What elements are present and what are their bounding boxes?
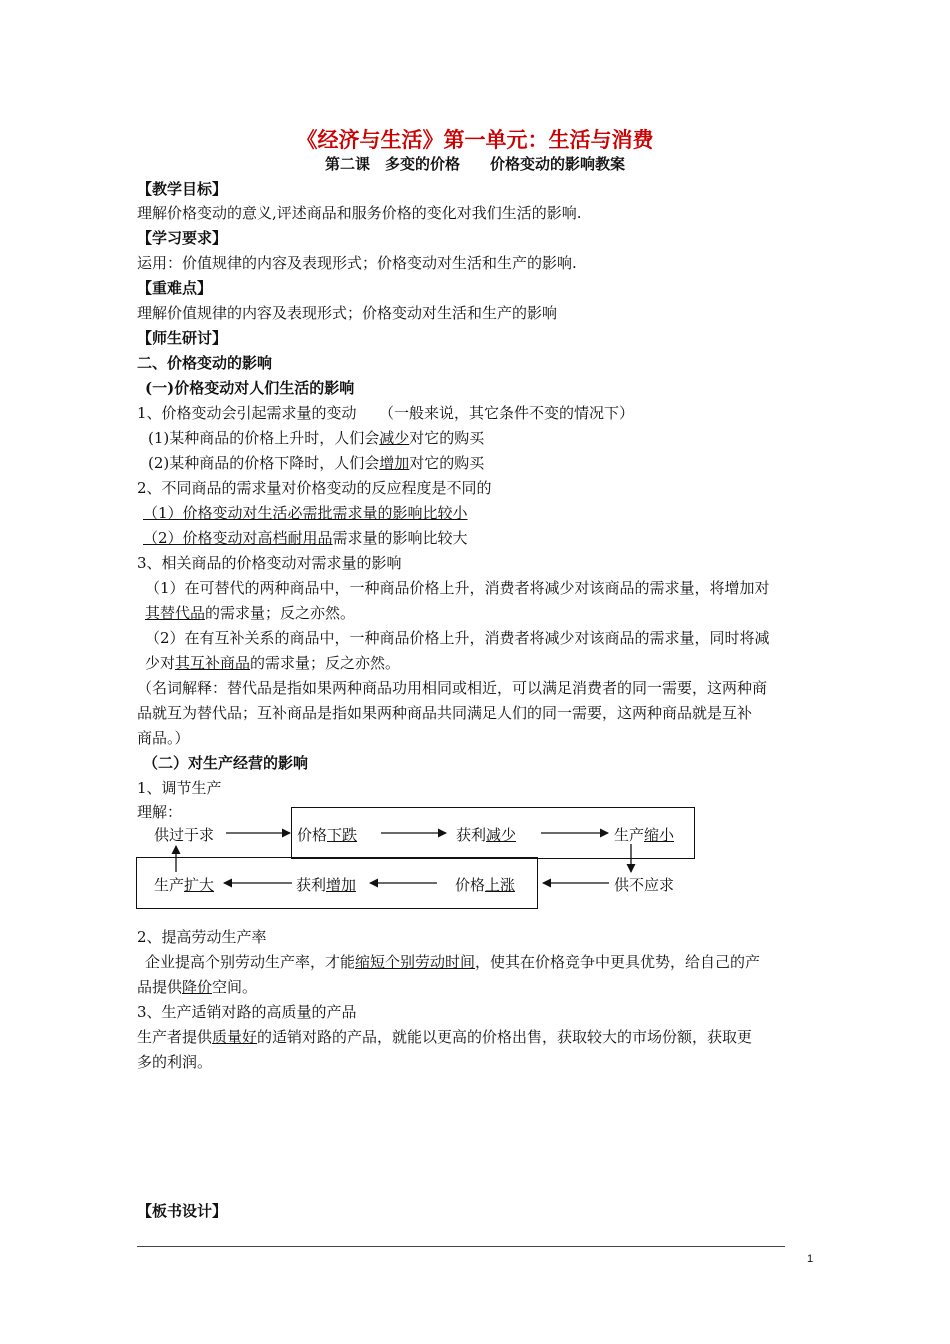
- paragraph-2a: （1）价格变动对生活必需批需求量的影响比较小: [143, 504, 468, 522]
- node-production-expand-label: 生产: [154, 876, 185, 894]
- q3-line1-pre: 生产者提供: [137, 1028, 213, 1046]
- page-number: 1: [807, 1253, 814, 1265]
- paragraph-2b-underline: （2）价格变动对高档耐用品: [143, 529, 333, 547]
- node-profit-down: [456, 824, 516, 845]
- node-price-rise-underline: 上涨: [485, 876, 516, 894]
- paragraph-3b-pre: 少对: [145, 654, 176, 672]
- node-profit-up: [296, 874, 356, 895]
- q2-line1-post: ，使其在价格竞争中更具优势，给自己的产: [475, 953, 761, 971]
- q2-line2-underline: 降价: [182, 978, 213, 996]
- note-line1: （名词解释：替代品是指如果两种商品功用相同或相近，可以满足消费者的同一需要，这两种商: [137, 679, 768, 697]
- paragraph-3b-post: 的需求量；反之亦然。: [250, 654, 401, 672]
- node-profit-down-underline: 减少: [486, 826, 517, 844]
- document-title: 《经济与生活》第一单元：生活与消费: [296, 127, 654, 152]
- node-production-expand: [154, 874, 214, 895]
- node-supply-over-demand: 供过于求: [154, 826, 215, 844]
- paragraph-3a-post: 的需求量；反之亦然。: [205, 604, 356, 622]
- sub1-heading: (一)价格变动对人们生活的影响: [145, 379, 355, 397]
- paragraph-1b-post: 对它的购买: [409, 454, 485, 472]
- note-line2: 品就互为替代品；互补商品是指如果两种商品共同满足人们的同一需要，这两种商品就是互补: [137, 704, 753, 722]
- node-production-shrink-label: 生产: [614, 826, 645, 844]
- q1-understand: 理解：: [137, 803, 183, 821]
- q2-heading: 2、提高劳动生产率: [137, 928, 267, 946]
- sub2-heading: （二）对生产经营的影响: [143, 754, 309, 772]
- q2-line2-pre: 品提供: [137, 978, 183, 996]
- q3-heading: 3、生产适销对路的高质量的产品: [137, 1003, 357, 1021]
- node-price-rise-label: 价格: [455, 876, 486, 894]
- paragraph-3b-line1: （2）在有互补关系的商品中，一种商品价格上升，消费者将减少对该商品的需求量，同时将减: [145, 629, 770, 647]
- paragraph-1b-pre: (2)某种商品的价格下降时，人们会: [148, 454, 380, 472]
- document-subtitle: 第二课 多变的价格 价格变动的影响教案: [324, 155, 625, 173]
- q3-line2: 多的利润。: [137, 1053, 213, 1071]
- q2-line2-post: 空间。: [212, 978, 258, 996]
- q2-line1-pre: 企业提高个别劳动生产率，才能: [145, 953, 356, 971]
- q2-line2: [137, 976, 257, 997]
- key-points-heading: 【重难点】: [137, 279, 213, 297]
- node-supply-under-demand: 供不应求: [614, 876, 675, 894]
- paragraph-2b-post: 需求量的影响比较大: [332, 529, 468, 547]
- node-profit-up-underline: 增加: [326, 876, 357, 894]
- q2-line1-underline: 缩短个别劳动时间: [355, 953, 476, 971]
- paragraph-1a-underline: 减少: [379, 429, 410, 447]
- q3-line1-underline: 质量好: [212, 1028, 258, 1046]
- board-design-heading: 【板书设计】: [137, 1202, 228, 1220]
- goals-heading: 【教学目标】: [137, 180, 228, 198]
- node-production-shrink-underline: 缩小: [644, 826, 675, 844]
- requirements-text: 运用：价值规律的内容及表现形式；价格变动对生活和生产的影响.: [137, 254, 577, 272]
- q2-line1: [145, 951, 760, 972]
- paragraph-1a-post: 对它的购买: [409, 429, 485, 447]
- requirements-heading: 【学习要求】: [137, 229, 228, 247]
- node-price-fall: [297, 824, 357, 845]
- paragraph-3a-underline: 其替代品: [145, 604, 206, 622]
- paragraph-3b-underline: 其互补商品: [175, 654, 251, 672]
- study-heading: 【师生研讨】: [137, 329, 228, 347]
- q3-line1-post: 的适销对路的产品，就能以更高的价格出售，获取较大的市场份额，获取更: [257, 1028, 753, 1046]
- node-price-rise: [455, 874, 515, 895]
- paragraph-1: 1、价格变动会引起需求量的变动 （一般来说，其它条件不变的情况下）: [137, 404, 635, 422]
- q1-heading: 1、调节生产: [137, 779, 222, 797]
- footer-divider: [137, 1246, 785, 1247]
- node-production-shrink: [614, 824, 674, 845]
- part2-heading: 二、价格变动的影响: [137, 354, 273, 372]
- node-price-fall-label: 价格: [297, 826, 328, 844]
- q3-line1: [137, 1026, 752, 1047]
- goals-text: 理解价格变动的意义,评述商品和服务价格的变化对我们生活的影响.: [137, 204, 582, 222]
- paragraph-1b-underline: 增加: [379, 454, 410, 472]
- node-profit-up-label: 获利: [296, 876, 327, 894]
- paragraph-1a-pre: (1)某种商品的价格上升时，人们会: [148, 429, 380, 447]
- node-profit-down-label: 获利: [456, 826, 487, 844]
- node-production-expand-underline: 扩大: [184, 876, 215, 894]
- node-price-fall-underline: 下跌: [327, 826, 358, 844]
- key-points-text: 理解价值规律的内容及表现形式；价格变动对生活和生产的影响: [137, 304, 558, 322]
- paragraph-2: 2、不同商品的需求量对价格变动的反应程度是不同的: [137, 479, 492, 497]
- note-line3: 商品。）: [137, 729, 190, 747]
- paragraph-3: 3、相关商品的价格变动对需求量的影响: [137, 554, 402, 572]
- paragraph-3a-line1: （1）在可替代的两种商品中，一种商品价格上升，消费者将减少对该商品的需求量，将增加对: [145, 579, 770, 597]
